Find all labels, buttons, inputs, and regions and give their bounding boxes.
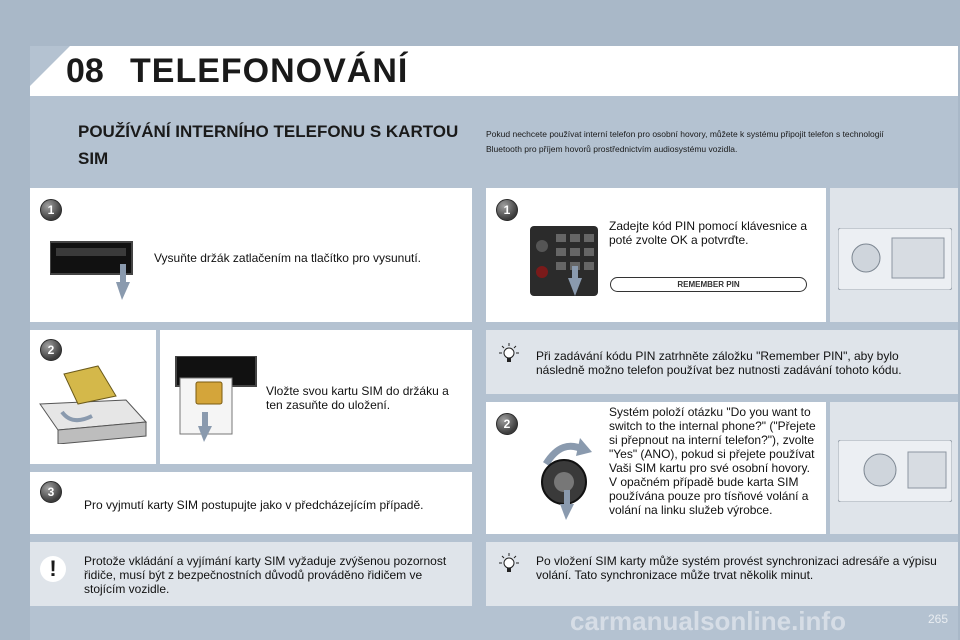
chapter-number: 08 — [66, 52, 104, 90]
chapter-title: TELEFONOVÁNÍ — [130, 52, 409, 90]
sim-insert-illustration — [172, 356, 264, 442]
sim-holder-eject-illustration — [50, 238, 140, 300]
knob-illustration — [530, 428, 600, 520]
tip-1-text: Při zadávání kódu PIN zatrhněte záložku "Remember PIN", aby bylo následně možno telefon používat bez nutnosti zadávání tohoto kódu. — [536, 349, 902, 377]
radio-unit-illustration — [838, 440, 952, 502]
section-title: POUŽÍVÁNÍ INTERNÍHO TELEFONU S KARTOU SIM — [78, 122, 459, 168]
step-badge: 2 — [496, 413, 518, 435]
right-step-1-text: Zadejte kód PIN pomocí klávesnice a poté zvolte OK a potvrďte. — [609, 219, 808, 247]
exclamation-icon: ! — [40, 556, 66, 582]
section-intro: Pokud nechcete používat interní telefon pro osobní hovory, můžete k systému připojit telefon s technologií Bluetooth pro příjem hovorů prostřednictvím audiosystému vozidla. — [486, 129, 884, 154]
left-step-3-text: Pro vyjmutí karty SIM postupujte jako v předcházejícím případě. — [84, 498, 424, 512]
step-badge: 3 — [40, 481, 62, 503]
step-badge: 1 — [496, 199, 518, 221]
sim-tray-illustration — [38, 364, 150, 444]
step-badge: 1 — [40, 199, 62, 221]
warning-text: Protože vkládání a vyjímání karty SIM vyžaduje zvýšenou pozornost řidiče, musí být z bezpečnostních důvodů prováděno řidičem ve stojícím vozidle. — [84, 554, 447, 596]
keypad-illustration — [530, 226, 598, 296]
watermark: carmanualsonline.info — [570, 606, 846, 636]
page-number: 265 — [927, 612, 948, 626]
left-step-1-text: Vysuňte držák zatlačením na tlačítko pro vysunutí. — [154, 251, 422, 265]
left-step-2-text: Vložte svou kartu SIM do držáku a ten zasuňte do uložení. — [266, 384, 449, 412]
radio-unit-illustration — [838, 228, 952, 290]
tip-2-text: Po vložení SIM karty může systém provést synchronizaci adresáře a výpisu volání. Tato synchronizace může trvat několik minut. — [536, 554, 937, 582]
lightbulb-icon — [496, 552, 522, 578]
step-badge: 2 — [40, 339, 62, 361]
lightbulb-icon — [496, 342, 522, 368]
remember-pin-button[interactable]: REMEMBER PIN — [610, 277, 807, 292]
right-step-2-text: Systém položí otázku "Do you want to switch to the internal phone?" ("Přejete si přepnout na interní telefon?"), zvolte "Yes" (ANO), pokud si přejete používat Vaši SIM kartu pro své osobní hovory. V opačném případě bude karta SIM používána pouze pro tísňové volání a volání na linku služeb výrobce. — [609, 405, 816, 517]
